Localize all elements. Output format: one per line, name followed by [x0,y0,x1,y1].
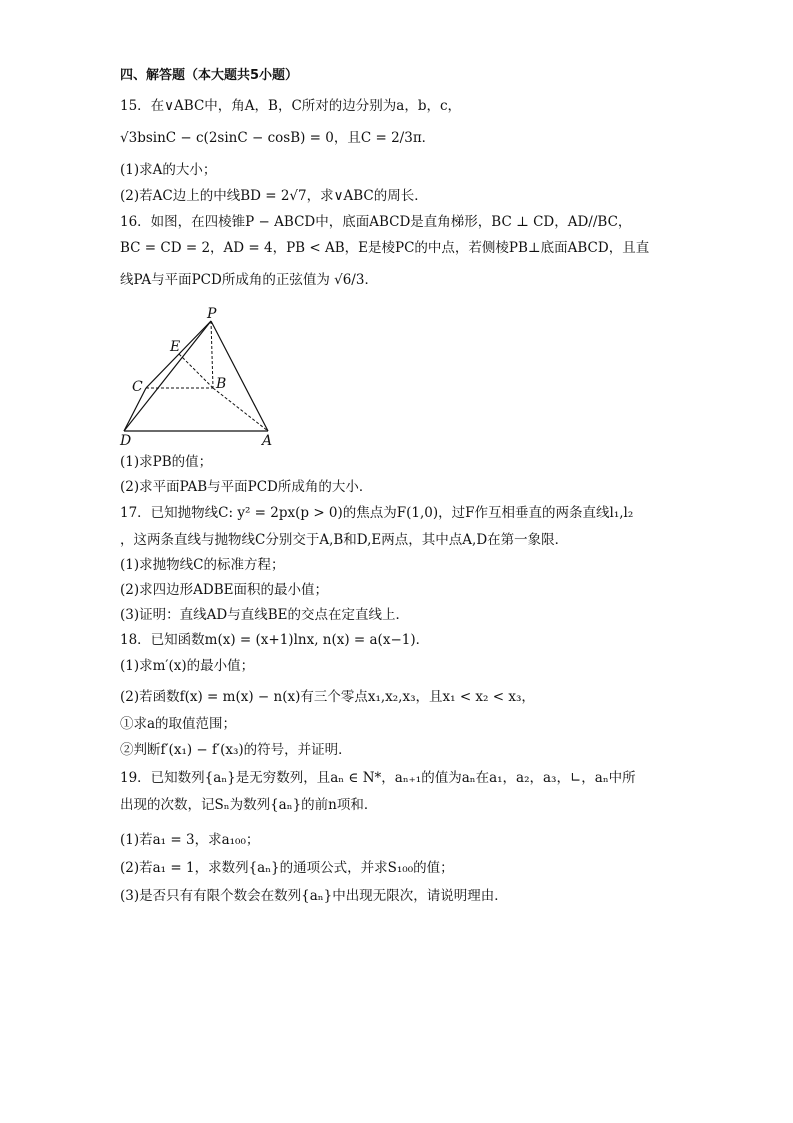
q16-line-2: BC = CD = 2，AD = 4，PB < AB，E是棱PC的中点，若侧棱PB⊥底面ABCD，且直 [120,240,650,256]
pyramid-figure [114,304,290,450]
label-a: A [262,433,273,449]
q17-line-1: 17．已知抛物线C: y² = 2px(p > 0)的焦点为F(1,0)，过F作互相垂直的两条直线l₁,l₂ [120,505,634,521]
q18-line-1: 18．已知函数m(x) = (x+1)lnx, n(x) = a(x−1)． [120,632,430,648]
q17-part-3: (3)证明：直线AD与直线BE的交点在定直线上． [120,607,409,623]
q15-line-1: 15．在∨ABC中，角A，B，C所对的边分别为a，b，c， [120,98,462,114]
section-heading: 四、解答题（本大题共5小题） [120,68,299,83]
q15-part-1: (1)求A的大小； [120,162,217,178]
label-b: B [216,376,227,392]
q19-line-2: 出现的次数，记Sₙ为数列{aₙ}的前n项和． [120,797,378,813]
q18-sub-1: ①求a的取值范围； [120,716,237,732]
q16-part-1: (1)求PB的值； [120,454,213,470]
label-d: D [120,433,132,449]
q16-part-2: (2)求平面PAB与平面PCD所成角的大小． [120,479,373,495]
q17-part-1: (1)求抛物线C的标准方程； [120,557,285,573]
q19-part-1: (1)若a₁ = 3，求a₁₀₀； [120,832,260,848]
label-e: E [170,339,181,355]
label-c: C [132,379,143,395]
pyramid-diagram [114,304,290,450]
q19-part-3: (3)是否只有有限个数会在数列{aₙ}中出现无限次，请说明理由． [120,888,508,904]
q19-line-1: 19．已知数列{aₙ}是无穷数列，且aₙ ∈ N*，aₙ₊₁的值为aₙ在a₁，a₂，a₃，∟，aₙ中所 [120,770,636,786]
q15-part-2: (2)若AC边上的中线BD = 2√7，求∨ABC的周长． [120,188,428,204]
q18-sub-2: ②判断f′(x₁) − f′(x₃)的符号，并证明． [120,742,352,758]
q17-part-2: (2)求四边形ADBE面积的最小值； [120,582,328,598]
q15-line-2: √3bsinC − c(2sinC − cosB) = 0，且C = 2/3π． [120,130,436,146]
q18-part-2: (2)若函数f(x) = m(x) − n(x)有三个零点x₁,x₂,x₃，且x₁ < x₂ < x₃， [120,689,535,705]
q19-part-2: (2)若a₁ = 1，求数列{aₙ}的通项公式，并求S₁₀₀的值； [120,860,454,876]
q18-part-1: (1)求m′(x)的最小值； [120,658,255,674]
label-p: P [207,306,217,322]
q16-line-1: 16．如图，在四棱锥P − ABCD中，底面ABCD是直角梯形，BC ⊥ CD，AD//BC， [120,214,632,230]
q17-line-2: ，这两条直线与抛物线C分别交于A,B和D,E两点，其中点A,D在第一象限． [120,532,569,548]
q16-line-3: 线PA与平面PCD所成角的正弦值为 √6/3． [120,272,378,288]
